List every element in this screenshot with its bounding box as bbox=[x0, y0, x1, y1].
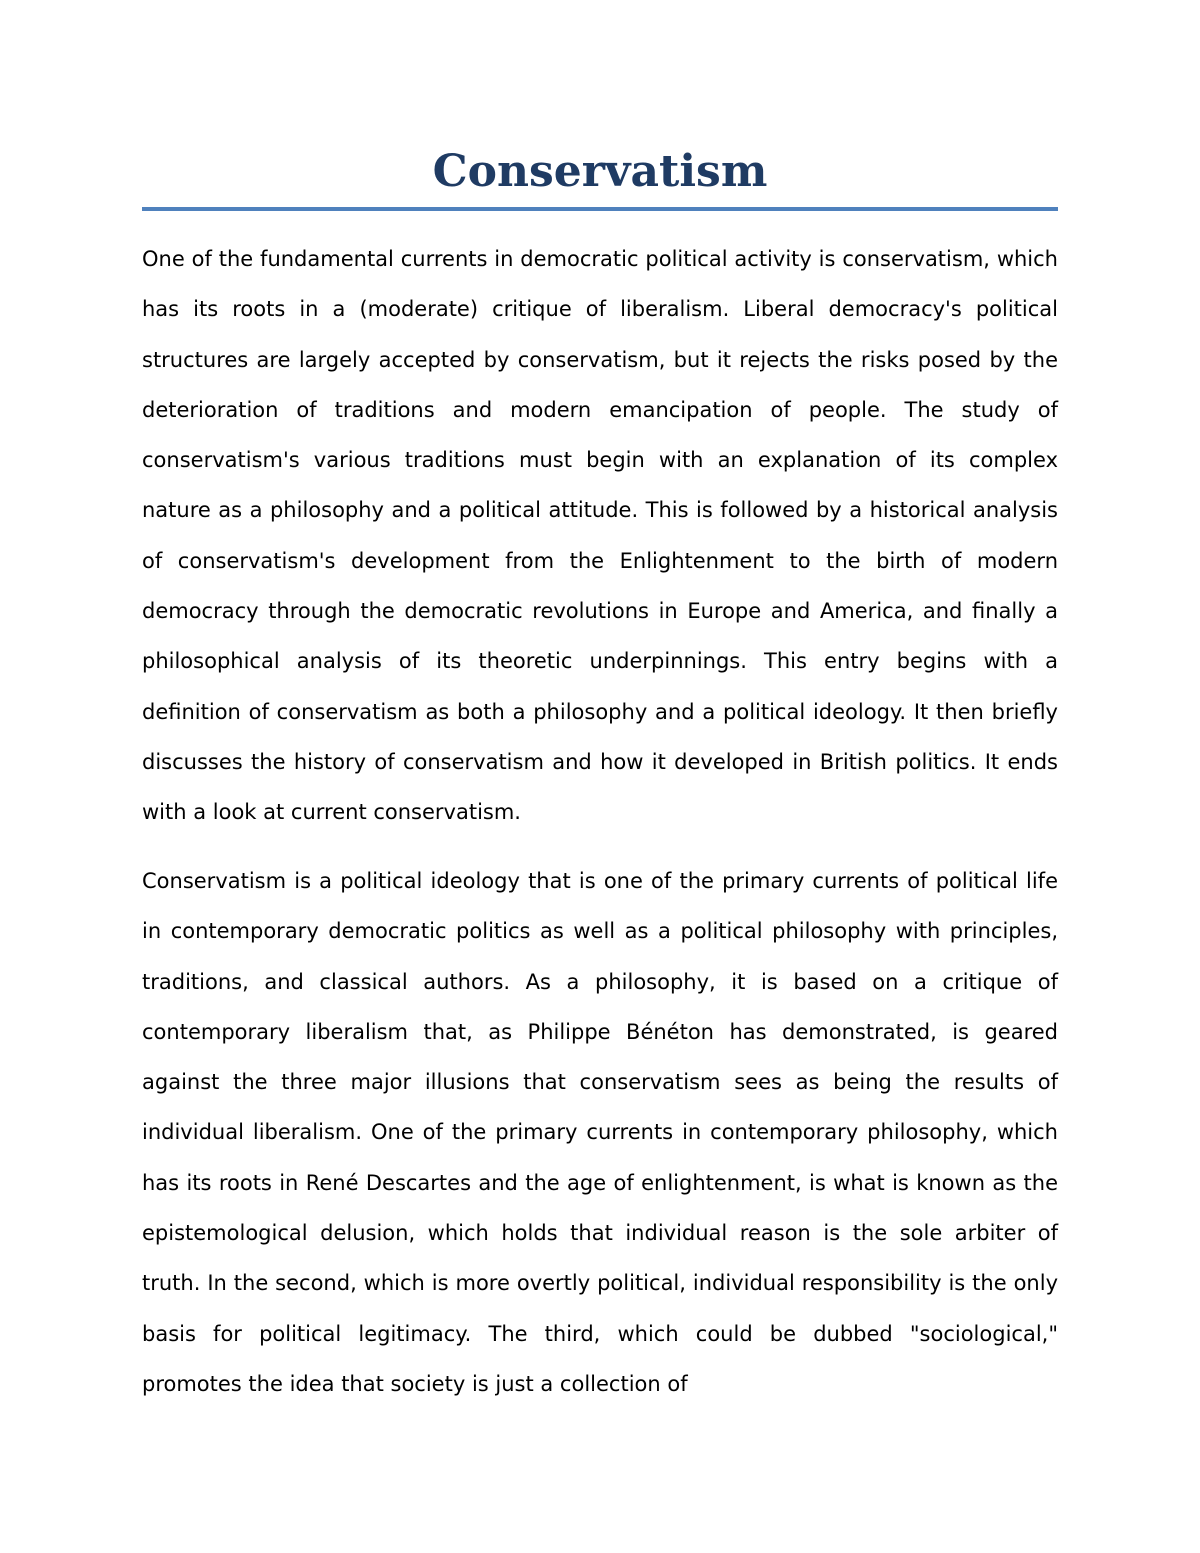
paragraph-1: One of the fundamental currents in democratic political activity is conservatism, which has its roots in a (moderate) critique of liberalism. Liberal democracy's political structures are largely accepted by conservatism, but it rejects the risks posed by the deterioration of traditions and modern emancipation of people. The study of conservatism's various traditions must begin with an explanation of its complex nature as a philosophy and a political attitude. This is followed by a historical analysis of conservatism's development from the Enlightenment to the birth of modern democracy through the democratic revolutions in Europe and America, and finally a philosophical analysis of its theoretic underpinnings. This entry begins with a definition of conservatism as both a philosophy and a political ideology. It then briefly discusses the history of conservatism and how it developed in British politics. It ends with a look at current conservatism. bbox=[142, 247, 1058, 825]
paragraph-2: Conservatism is a political ideology that is one of the primary currents of political life in contemporary democratic politics as well as a political philosophy with principles, traditions, and classical authors. As a philosophy, it is based on a critique of contemporary liberalism that, as Philippe Bénéton has demonstrated, is geared against the three major illusions that conservatism sees as being the results of individual liberalism. One of the primary currents in contemporary philosophy, which has its roots in René Descartes and the age of enlightenment, is what is known as the epistemological delusion, which holds that individual reason is the sole arbiter of truth. In the second, which is more overtly political, individual responsibility is the only basis for political legitimacy. The third, which could be dubbed "sociological," promotes the idea that society is just a collection of bbox=[142, 869, 1058, 1396]
title-underline bbox=[142, 207, 1058, 211]
page-title: Conservatism bbox=[432, 146, 768, 197]
